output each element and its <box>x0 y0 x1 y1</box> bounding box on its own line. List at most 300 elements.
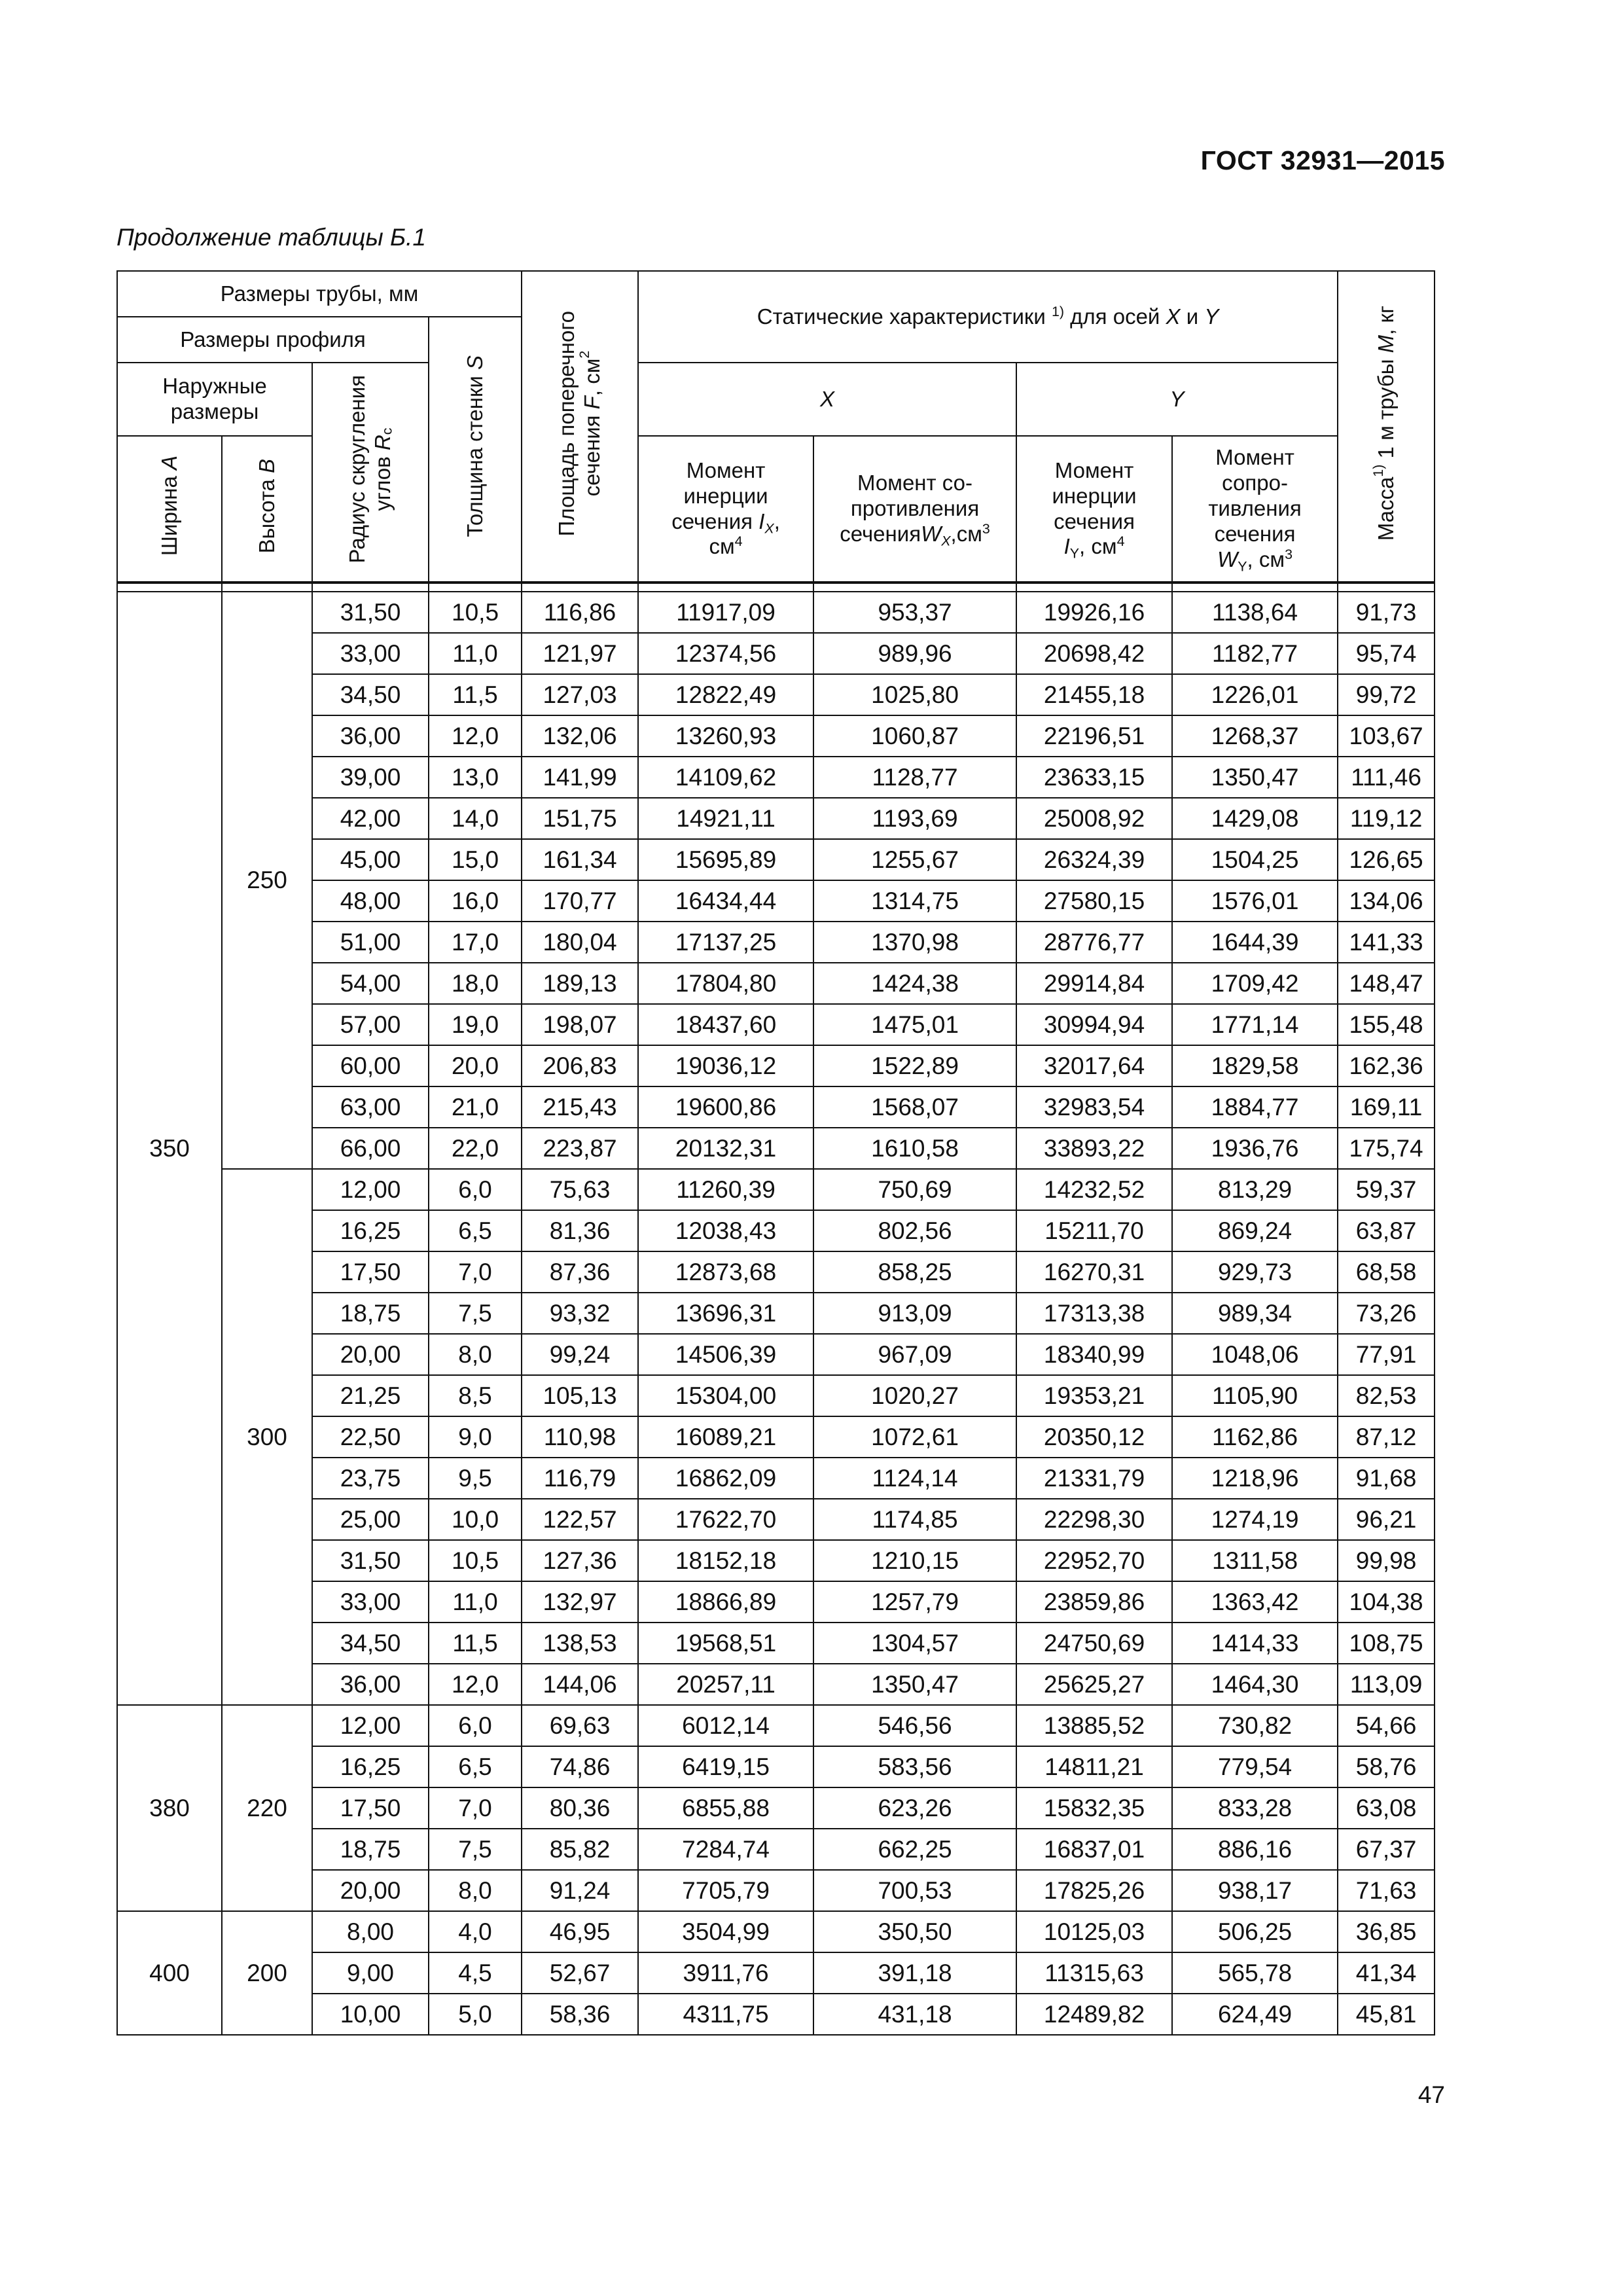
table-row <box>117 1829 1435 1870</box>
table-row <box>117 592 1435 633</box>
cell-ix: 12374,56 <box>638 633 813 674</box>
table-row <box>117 880 1435 922</box>
cell-iy: 21331,79 <box>1016 1458 1172 1499</box>
cell-radius: 36,00 <box>312 715 429 757</box>
cell-wx: 1350,47 <box>813 1664 1016 1705</box>
cell-mass: 108,75 <box>1338 1623 1435 1664</box>
cell-wall: 10,5 <box>429 592 522 633</box>
cell-wy: 1644,39 <box>1172 922 1338 963</box>
cell-iy: 23633,15 <box>1016 757 1172 798</box>
cell-ix: 12873,68 <box>638 1251 813 1293</box>
cell-area: 215,43 <box>522 1086 638 1128</box>
cell-mass: 103,67 <box>1338 715 1435 757</box>
table-row <box>117 922 1435 963</box>
cell-mass: 162,36 <box>1338 1045 1435 1086</box>
cell-area: 46,95 <box>522 1911 638 1952</box>
cell-wall: 11,5 <box>429 674 522 715</box>
cell-area: 127,36 <box>522 1540 638 1581</box>
cell-ix: 13260,93 <box>638 715 813 757</box>
header-static: Статические характеристики $^{1)}$ для осей X и Y <box>638 271 1338 363</box>
cell-radius: 45,00 <box>312 839 429 880</box>
cell-wx: 1193,69 <box>813 798 1016 839</box>
cell-iy: 32017,64 <box>1016 1045 1172 1086</box>
cell-wall: 11,5 <box>429 1623 522 1664</box>
cell-ix: 4311,75 <box>638 1994 813 2035</box>
cell-ix: 6419,15 <box>638 1746 813 1787</box>
cell-ix: 17622,70 <box>638 1499 813 1540</box>
cell-mass: 95,74 <box>1338 633 1435 674</box>
cell-ix: 20257,11 <box>638 1664 813 1705</box>
cell-ix: 12038,43 <box>638 1210 813 1251</box>
table-row <box>117 1251 1435 1293</box>
cell-wx: 1568,07 <box>813 1086 1016 1128</box>
cell-radius: 8,00 <box>312 1911 429 1952</box>
cell-ix: 11917,09 <box>638 592 813 633</box>
table-row <box>117 1581 1435 1623</box>
cell-mass: 41,34 <box>1338 1952 1435 1994</box>
cell-radius: 12,00 <box>312 1705 429 1746</box>
cell-ix: 14109,62 <box>638 757 813 798</box>
cell-area: 189,13 <box>522 963 638 1004</box>
cell-ix: 3911,76 <box>638 1952 813 1994</box>
cell-wy: 730,82 <box>1172 1705 1338 1746</box>
cell-iy: 16270,31 <box>1016 1251 1172 1293</box>
cell-wy: 779,54 <box>1172 1746 1338 1787</box>
cell-wall: 10,0 <box>429 1499 522 1540</box>
cell-wx: 583,56 <box>813 1746 1016 1787</box>
cell-width-a: 380 <box>117 1705 222 1911</box>
cell-iy: 25625,27 <box>1016 1664 1172 1705</box>
cell-mass: 87,12 <box>1338 1416 1435 1458</box>
cell-radius: 18,75 <box>312 1293 429 1334</box>
cell-mass: 73,26 <box>1338 1293 1435 1334</box>
cell-area: 81,36 <box>522 1210 638 1251</box>
cell-mass: 67,37 <box>1338 1829 1435 1870</box>
cell-wy: 1138,64 <box>1172 592 1338 633</box>
cell-wall: 6,0 <box>429 1705 522 1746</box>
cell-area: 116,79 <box>522 1458 638 1499</box>
cell-wy: 989,34 <box>1172 1293 1338 1334</box>
cell-wall: 12,0 <box>429 1664 522 1705</box>
cell-wall: 4,0 <box>429 1911 522 1952</box>
cell-area: 58,36 <box>522 1994 638 2035</box>
header-iy: Момент инерции сечения $I_Y$, $см^4$ <box>1016 436 1172 583</box>
cell-wx: 1610,58 <box>813 1128 1016 1169</box>
table-row <box>117 674 1435 715</box>
cell-wy: 1936,76 <box>1172 1128 1338 1169</box>
cell-wy: 813,29 <box>1172 1169 1338 1210</box>
cell-area: 110,98 <box>522 1416 638 1458</box>
cell-mass: 126,65 <box>1338 839 1435 880</box>
cell-iy: 26324,39 <box>1016 839 1172 880</box>
table-row <box>117 1086 1435 1128</box>
cell-mass: 63,87 <box>1338 1210 1435 1251</box>
cell-wx: 1255,67 <box>813 839 1016 880</box>
header-wall: Толщина стенки S <box>429 317 522 583</box>
cell-radius: 33,00 <box>312 633 429 674</box>
cell-ix: 7705,79 <box>638 1870 813 1911</box>
cell-radius: 20,00 <box>312 1870 429 1911</box>
cell-wx: 1522,89 <box>813 1045 1016 1086</box>
cell-iy: 15832,35 <box>1016 1787 1172 1829</box>
cell-area: 198,07 <box>522 1004 638 1045</box>
cell-iy: 17825,26 <box>1016 1870 1172 1911</box>
cell-radius: 17,50 <box>312 1787 429 1829</box>
cell-area: 151,75 <box>522 798 638 839</box>
cell-area: 85,82 <box>522 1829 638 1870</box>
cell-iy: 14232,52 <box>1016 1169 1172 1210</box>
cell-wy: 1162,86 <box>1172 1416 1338 1458</box>
cell-height-b: 250 <box>222 592 312 1169</box>
cell-iy: 22952,70 <box>1016 1540 1172 1581</box>
cell-area: 206,83 <box>522 1045 638 1086</box>
cell-wy: 624,49 <box>1172 1994 1338 2035</box>
cell-mass: 91,68 <box>1338 1458 1435 1499</box>
cell-ix: 17137,25 <box>638 922 813 963</box>
table-row <box>117 1458 1435 1499</box>
cell-wx: 750,69 <box>813 1169 1016 1210</box>
cell-area: 69,63 <box>522 1705 638 1746</box>
cell-mass: 59,37 <box>1338 1169 1435 1210</box>
cell-radius: 34,50 <box>312 674 429 715</box>
cell-wx: 1174,85 <box>813 1499 1016 1540</box>
cell-mass: 77,91 <box>1338 1334 1435 1375</box>
cell-wy: 506,25 <box>1172 1911 1338 1952</box>
cell-wx: 967,09 <box>813 1334 1016 1375</box>
cell-mass: 36,85 <box>1338 1911 1435 1952</box>
cell-area: 180,04 <box>522 922 638 963</box>
cell-width-a: 400 <box>117 1911 222 2035</box>
cell-wall: 11,0 <box>429 633 522 674</box>
cell-ix: 16434,44 <box>638 880 813 922</box>
cell-wall: 13,0 <box>429 757 522 798</box>
cell-iy: 32983,54 <box>1016 1086 1172 1128</box>
table-row <box>117 1623 1435 1664</box>
header-profile-sizes: Размеры профиля <box>117 317 429 363</box>
table-row <box>117 1416 1435 1458</box>
cell-wall: 11,0 <box>429 1581 522 1623</box>
cell-mass: 63,08 <box>1338 1787 1435 1829</box>
cell-ix: 17804,80 <box>638 963 813 1004</box>
cell-iy: 10125,03 <box>1016 1911 1172 1952</box>
cell-wx: 1304,57 <box>813 1623 1016 1664</box>
cell-wall: 18,0 <box>429 963 522 1004</box>
cell-radius: 31,50 <box>312 592 429 633</box>
cell-wx: 1257,79 <box>813 1581 1016 1623</box>
cell-area: 74,86 <box>522 1746 638 1787</box>
cell-wx: 1020,27 <box>813 1375 1016 1416</box>
table-row <box>117 1334 1435 1375</box>
cell-mass: 175,74 <box>1338 1128 1435 1169</box>
cell-wall: 8,0 <box>429 1870 522 1911</box>
cell-iy: 19926,16 <box>1016 592 1172 633</box>
cell-iy: 25008,92 <box>1016 798 1172 839</box>
cell-area: 170,77 <box>522 880 638 922</box>
cell-mass: 104,38 <box>1338 1581 1435 1623</box>
table-row <box>117 1004 1435 1045</box>
cell-ix: 18866,89 <box>638 1581 813 1623</box>
cell-wx: 1370,98 <box>813 922 1016 963</box>
cell-height-b: 300 <box>222 1169 312 1705</box>
cell-height-b: 220 <box>222 1705 312 1911</box>
cell-iy: 30994,94 <box>1016 1004 1172 1045</box>
header-radius: Радиус скругления углов $R_c$ <box>312 363 429 583</box>
cell-wx: 858,25 <box>813 1251 1016 1293</box>
cell-wall: 15,0 <box>429 839 522 880</box>
cell-radius: 21,25 <box>312 1375 429 1416</box>
cell-wx: 1424,38 <box>813 963 1016 1004</box>
cell-radius: 66,00 <box>312 1128 429 1169</box>
cell-wall: 9,5 <box>429 1458 522 1499</box>
cell-iy: 12489,82 <box>1016 1994 1172 2035</box>
cell-radius: 48,00 <box>312 880 429 922</box>
cell-wy: 1429,08 <box>1172 798 1338 839</box>
cell-area: 93,32 <box>522 1293 638 1334</box>
cell-wy: 1268,37 <box>1172 715 1338 757</box>
header-outer-sizes: Наружные размеры <box>117 363 312 436</box>
cell-ix: 14506,39 <box>638 1334 813 1375</box>
cell-iy: 23859,86 <box>1016 1581 1172 1623</box>
cell-wx: 1210,15 <box>813 1540 1016 1581</box>
table-row <box>117 1787 1435 1829</box>
table-row <box>117 1293 1435 1334</box>
cell-radius: 10,00 <box>312 1994 429 2035</box>
cell-wy: 1414,33 <box>1172 1623 1338 1664</box>
cell-ix: 11260,39 <box>638 1169 813 1210</box>
cell-area: 105,13 <box>522 1375 638 1416</box>
cell-mass: 141,33 <box>1338 922 1435 963</box>
cell-height-b: 200 <box>222 1911 312 2035</box>
cell-wy: 1464,30 <box>1172 1664 1338 1705</box>
cell-iy: 29914,84 <box>1016 963 1172 1004</box>
cell-radius: 31,50 <box>312 1540 429 1581</box>
cell-wall: 19,0 <box>429 1004 522 1045</box>
cell-wx: 623,26 <box>813 1787 1016 1829</box>
cell-wy: 1048,06 <box>1172 1334 1338 1375</box>
cell-mass: 91,73 <box>1338 592 1435 633</box>
cell-wall: 14,0 <box>429 798 522 839</box>
cell-wall: 10,5 <box>429 1540 522 1581</box>
cell-area: 223,87 <box>522 1128 638 1169</box>
cell-iy: 17313,38 <box>1016 1293 1172 1334</box>
cell-area: 87,36 <box>522 1251 638 1293</box>
cell-mass: 148,47 <box>1338 963 1435 1004</box>
header-axis-y: Y <box>1016 363 1338 436</box>
cell-wx: 350,50 <box>813 1911 1016 1952</box>
cell-width-a: 350 <box>117 592 222 1705</box>
cell-iy: 14811,21 <box>1016 1746 1172 1787</box>
cell-radius: 12,00 <box>312 1169 429 1210</box>
cell-radius: 18,75 <box>312 1829 429 1870</box>
cell-ix: 15304,00 <box>638 1375 813 1416</box>
cell-wx: 1060,87 <box>813 715 1016 757</box>
table-row <box>117 1210 1435 1251</box>
cell-iy: 16837,01 <box>1016 1829 1172 1870</box>
cell-wx: 1025,80 <box>813 674 1016 715</box>
cell-mass: 58,76 <box>1338 1746 1435 1787</box>
cell-wx: 989,96 <box>813 633 1016 674</box>
cell-radius: 51,00 <box>312 922 429 963</box>
cell-ix: 12822,49 <box>638 674 813 715</box>
table-row <box>117 1664 1435 1705</box>
cell-wy: 1274,19 <box>1172 1499 1338 1540</box>
cell-wy: 1709,42 <box>1172 963 1338 1004</box>
table-row <box>117 1746 1435 1787</box>
cell-ix: 7284,74 <box>638 1829 813 1870</box>
cell-wall: 5,0 <box>429 1994 522 2035</box>
cell-ix: 16089,21 <box>638 1416 813 1458</box>
cell-ix: 19036,12 <box>638 1045 813 1086</box>
table-row <box>117 963 1435 1004</box>
cell-wall: 7,0 <box>429 1787 522 1829</box>
cell-wall: 6,5 <box>429 1746 522 1787</box>
cell-iy: 18340,99 <box>1016 1334 1172 1375</box>
table-row <box>117 1169 1435 1210</box>
cell-area: 161,34 <box>522 839 638 880</box>
cell-wall: 7,5 <box>429 1829 522 1870</box>
cell-radius: 63,00 <box>312 1086 429 1128</box>
cell-mass: 169,11 <box>1338 1086 1435 1128</box>
cell-wx: 1072,61 <box>813 1416 1016 1458</box>
header-area: Площадь поперечного сечения F, $см^2$ <box>522 271 638 583</box>
table-body <box>117 592 1435 2035</box>
table-row <box>117 1499 1435 1540</box>
cell-wall: 22,0 <box>429 1128 522 1169</box>
cell-radius: 54,00 <box>312 963 429 1004</box>
cell-radius: 42,00 <box>312 798 429 839</box>
cell-ix: 19600,86 <box>638 1086 813 1128</box>
cell-wx: 700,53 <box>813 1870 1016 1911</box>
cell-wy: 1363,42 <box>1172 1581 1338 1623</box>
cell-iy: 15211,70 <box>1016 1210 1172 1251</box>
cell-wy: 1884,77 <box>1172 1086 1338 1128</box>
cell-wall: 17,0 <box>429 922 522 963</box>
cell-radius: 9,00 <box>312 1952 429 1994</box>
pipe-dimensions-table <box>116 270 1435 2036</box>
cell-iy: 20698,42 <box>1016 633 1172 674</box>
header-wx: Момент со- противления $сеченияW_X,см^3$ <box>813 436 1016 583</box>
cell-mass: 82,53 <box>1338 1375 1435 1416</box>
cell-iy: 28776,77 <box>1016 922 1172 963</box>
cell-iy: 22196,51 <box>1016 715 1172 757</box>
cell-area: 132,06 <box>522 715 638 757</box>
cell-iy: 33893,22 <box>1016 1128 1172 1169</box>
cell-wy: 833,28 <box>1172 1787 1338 1829</box>
cell-area: 138,53 <box>522 1623 638 1664</box>
cell-mass: 99,98 <box>1338 1540 1435 1581</box>
cell-mass: 111,46 <box>1338 757 1435 798</box>
cell-mass: 134,06 <box>1338 880 1435 922</box>
cell-wall: 16,0 <box>429 880 522 922</box>
cell-iy: 19353,21 <box>1016 1375 1172 1416</box>
cell-wy: 1182,77 <box>1172 633 1338 674</box>
cell-area: 122,57 <box>522 1499 638 1540</box>
cell-mass: 99,72 <box>1338 674 1435 715</box>
table-row <box>117 1045 1435 1086</box>
cell-wall: 8,0 <box>429 1334 522 1375</box>
cell-ix: 13696,31 <box>638 1293 813 1334</box>
cell-iy: 22298,30 <box>1016 1499 1172 1540</box>
cell-area: 99,24 <box>522 1334 638 1375</box>
table-row <box>117 1870 1435 1911</box>
cell-wy: 929,73 <box>1172 1251 1338 1293</box>
cell-area: 121,97 <box>522 633 638 674</box>
cell-wall: 8,5 <box>429 1375 522 1416</box>
cell-wy: 1218,96 <box>1172 1458 1338 1499</box>
cell-area: 116,86 <box>522 592 638 633</box>
cell-area: 144,06 <box>522 1664 638 1705</box>
cell-wx: 1475,01 <box>813 1004 1016 1045</box>
cell-wall: 7,0 <box>429 1251 522 1293</box>
cell-ix: 15695,89 <box>638 839 813 880</box>
page-number: 47 <box>1418 2081 1445 2108</box>
cell-wx: 953,37 <box>813 592 1016 633</box>
cell-wall: 20,0 <box>429 1045 522 1086</box>
header-width: Ширина A <box>117 436 222 583</box>
cell-radius: 34,50 <box>312 1623 429 1664</box>
cell-wall: 9,0 <box>429 1416 522 1458</box>
cell-ix: 6855,88 <box>638 1787 813 1829</box>
cell-area: 52,67 <box>522 1952 638 1994</box>
table-row <box>117 1375 1435 1416</box>
cell-wy: 1576,01 <box>1172 880 1338 922</box>
cell-wx: 802,56 <box>813 1210 1016 1251</box>
cell-radius: 25,00 <box>312 1499 429 1540</box>
cell-area: 80,36 <box>522 1787 638 1829</box>
cell-radius: 36,00 <box>312 1664 429 1705</box>
cell-wx: 1124,14 <box>813 1458 1016 1499</box>
cell-ix: 18437,60 <box>638 1004 813 1045</box>
cell-mass: 119,12 <box>1338 798 1435 839</box>
table-row <box>117 757 1435 798</box>
cell-wy: 938,17 <box>1172 1870 1338 1911</box>
cell-ix: 14921,11 <box>638 798 813 839</box>
cell-wx: 431,18 <box>813 1994 1016 2035</box>
cell-wy: 1829,58 <box>1172 1045 1338 1086</box>
cell-radius: 60,00 <box>312 1045 429 1086</box>
cell-iy: 13885,52 <box>1016 1705 1172 1746</box>
cell-wy: 1504,25 <box>1172 839 1338 880</box>
table-caption: Продолжение таблицы Б.1 <box>116 224 426 251</box>
cell-mass: 113,09 <box>1338 1664 1435 1705</box>
cell-wy: 1226,01 <box>1172 674 1338 715</box>
cell-mass: 155,48 <box>1338 1004 1435 1045</box>
cell-wx: 662,25 <box>813 1829 1016 1870</box>
header-height: Высота B <box>222 436 312 583</box>
cell-wy: 886,16 <box>1172 1829 1338 1870</box>
cell-wall: 6,0 <box>429 1169 522 1210</box>
cell-ix: 3504,99 <box>638 1911 813 1952</box>
cell-area: 141,99 <box>522 757 638 798</box>
table-row <box>117 1540 1435 1581</box>
cell-wx: 1314,75 <box>813 880 1016 922</box>
header-axis-x: X <box>638 363 1016 436</box>
header-ix: Момент инерции сечения $I_X$, $см^4$ <box>638 436 813 583</box>
cell-radius: 16,25 <box>312 1210 429 1251</box>
cell-wall: 21,0 <box>429 1086 522 1128</box>
cell-radius: 33,00 <box>312 1581 429 1623</box>
table-row <box>117 633 1435 674</box>
header-mass: Масса$^{1)}$ 1 м трубы M, кг <box>1338 271 1435 583</box>
cell-wall: 7,5 <box>429 1293 522 1334</box>
header-pipe-sizes: Размеры трубы, мм <box>117 271 522 317</box>
cell-ix: 19568,51 <box>638 1623 813 1664</box>
cell-ix: 20132,31 <box>638 1128 813 1169</box>
cell-ix: 18152,18 <box>638 1540 813 1581</box>
cell-mass: 68,58 <box>1338 1251 1435 1293</box>
cell-radius: 22,50 <box>312 1416 429 1458</box>
standard-header: ГОСТ 32931—2015 <box>1200 145 1445 175</box>
